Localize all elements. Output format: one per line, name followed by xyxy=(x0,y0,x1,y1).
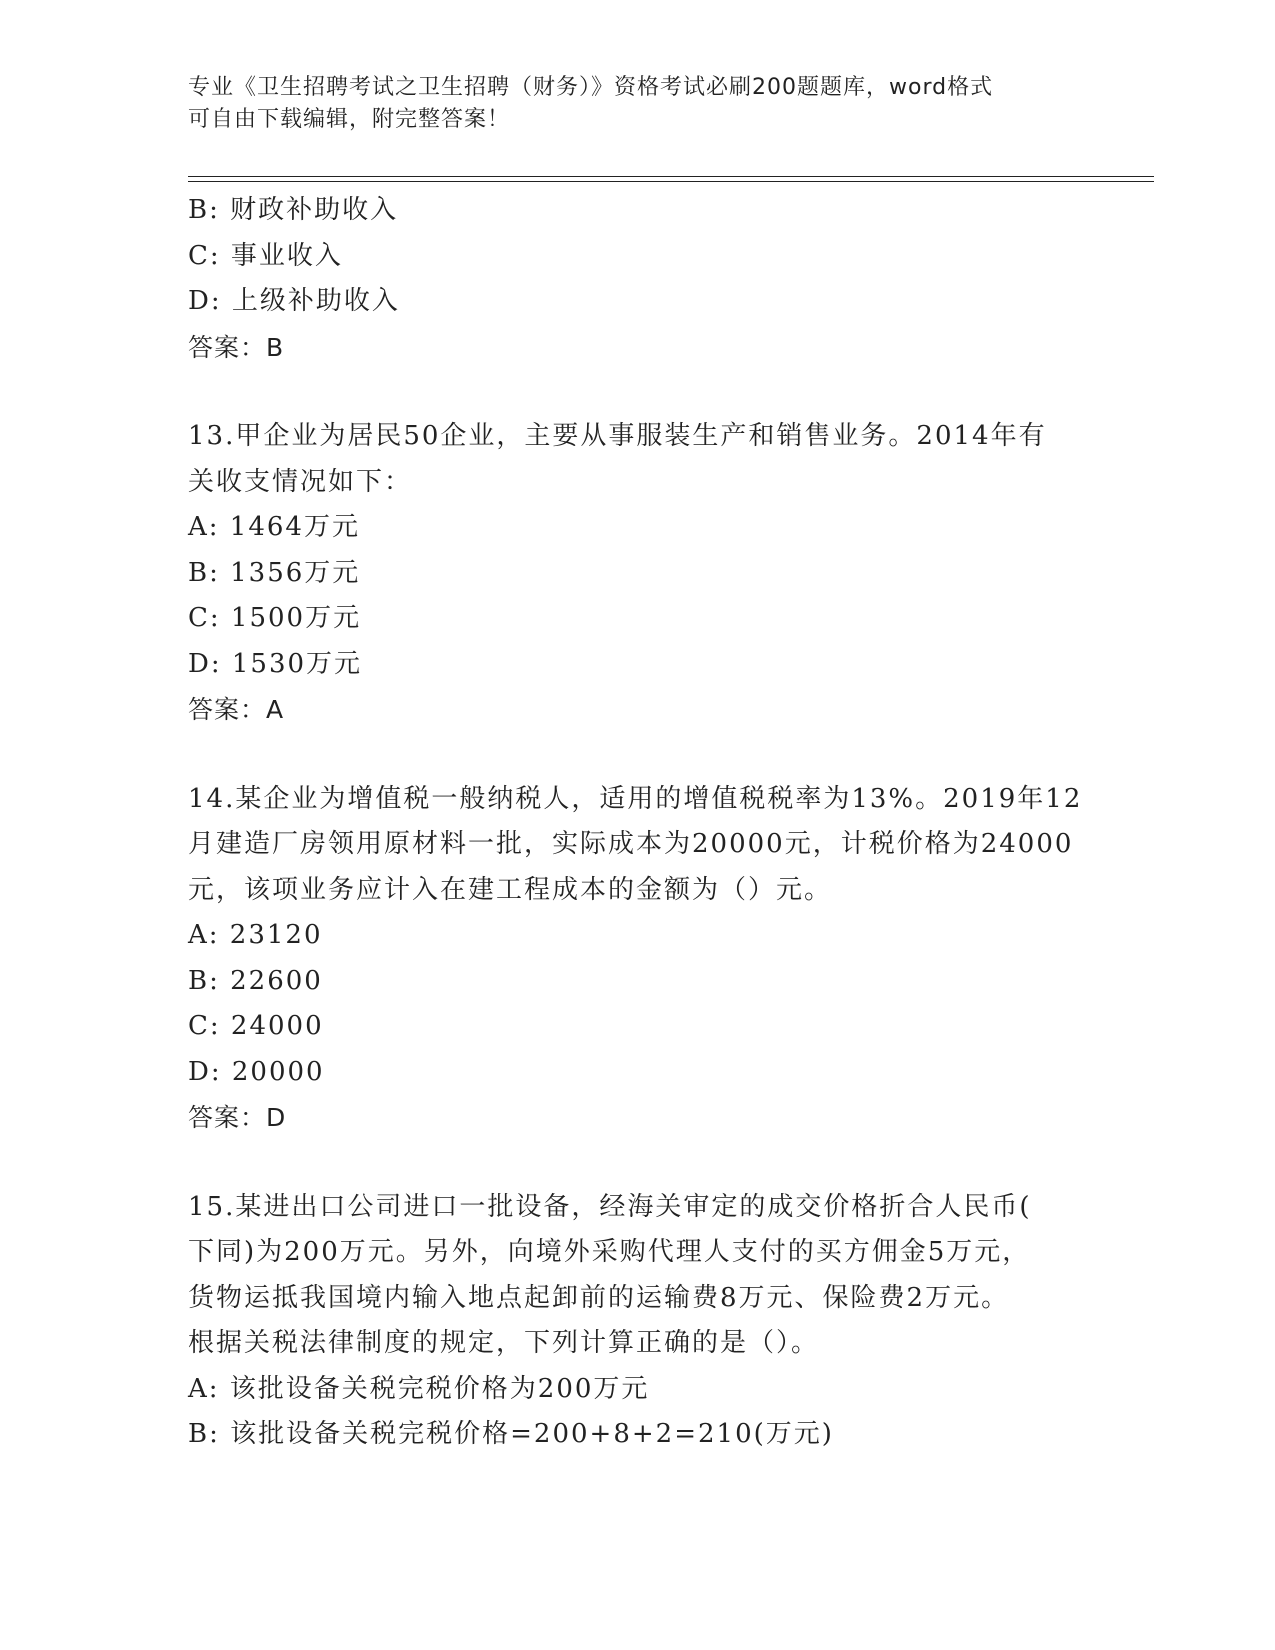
question-12-continued xyxy=(188,188,1088,370)
answer-line: 答案：D xyxy=(188,1103,287,1132)
spacer xyxy=(188,1141,1088,1185)
answer-line: 答案：A xyxy=(188,695,285,724)
option-a: A: 该批设备关税完税价格为200万元 xyxy=(188,1373,650,1404)
question-stem: 15.某进出口公司进口一批设备，经海关审定的成交价格折合人民币( xyxy=(188,1191,1032,1222)
question-13 xyxy=(188,414,1088,733)
question-stem: 根据关税法律制度的规定，下列计算正确的是（）。 xyxy=(188,1328,820,1358)
header-divider-bottom xyxy=(188,181,1154,182)
question-stem: 关收支情况如下： xyxy=(188,466,413,497)
option-c: C: 24000 xyxy=(188,1011,324,1041)
option-a: A: 1464万元 xyxy=(188,512,360,542)
header-line-1: 专业《卫生招聘考试之卫生招聘（财务）》资格考试必刷200题题库，word格式 xyxy=(188,75,994,100)
answer-line: 答案：B xyxy=(188,332,285,362)
question-stem: 元，该项业务应计入在建工程成本的金额为（）元。 xyxy=(188,874,833,905)
option-c: C: 事业收入 xyxy=(188,240,343,271)
question-stem: 13.甲企业为居民50企业，主要从事服装生产和销售业务。2014年有 xyxy=(188,421,1047,451)
option-b: B: 该批设备关税完税价格=200+8+2=210(万元) xyxy=(188,1419,834,1449)
option-d: D: 上级补助收入 xyxy=(188,286,400,316)
question-stem: 下同)为200万元。另外，向境外采购代理人支付的买方佣金5万元， xyxy=(188,1237,1031,1267)
question-15 xyxy=(188,1185,1088,1458)
option-c: C: 1500万元 xyxy=(188,603,362,633)
option-b: B: 财政补助收入 xyxy=(188,195,399,225)
header-divider-top xyxy=(188,176,1154,177)
option-d: D: 20000 xyxy=(188,1056,325,1087)
question-stem: 月建造厂房领用原材料一批，实际成本为20000元，计税价格为24000 xyxy=(188,829,1074,859)
spacer xyxy=(188,370,1088,414)
question-14 xyxy=(188,777,1088,1141)
option-b: B: 22600 xyxy=(188,965,323,996)
question-stem: 货物运抵我国境内输入地点起卸前的运输费8万元、保险费2万元。 xyxy=(188,1282,1010,1313)
option-d: D: 1530万元 xyxy=(188,648,363,679)
document-header xyxy=(188,72,1068,136)
option-a: A: 23120 xyxy=(188,920,323,950)
question-stem: 14.某企业为增值税一般纳税人，适用的增值税税率为13%。2019年12 xyxy=(188,783,1083,814)
document-body xyxy=(188,188,1088,1458)
header-line-2: 可自由下载编辑，附完整答案！ xyxy=(188,107,511,132)
spacer xyxy=(188,733,1088,777)
option-b: B: 1356万元 xyxy=(188,557,361,588)
